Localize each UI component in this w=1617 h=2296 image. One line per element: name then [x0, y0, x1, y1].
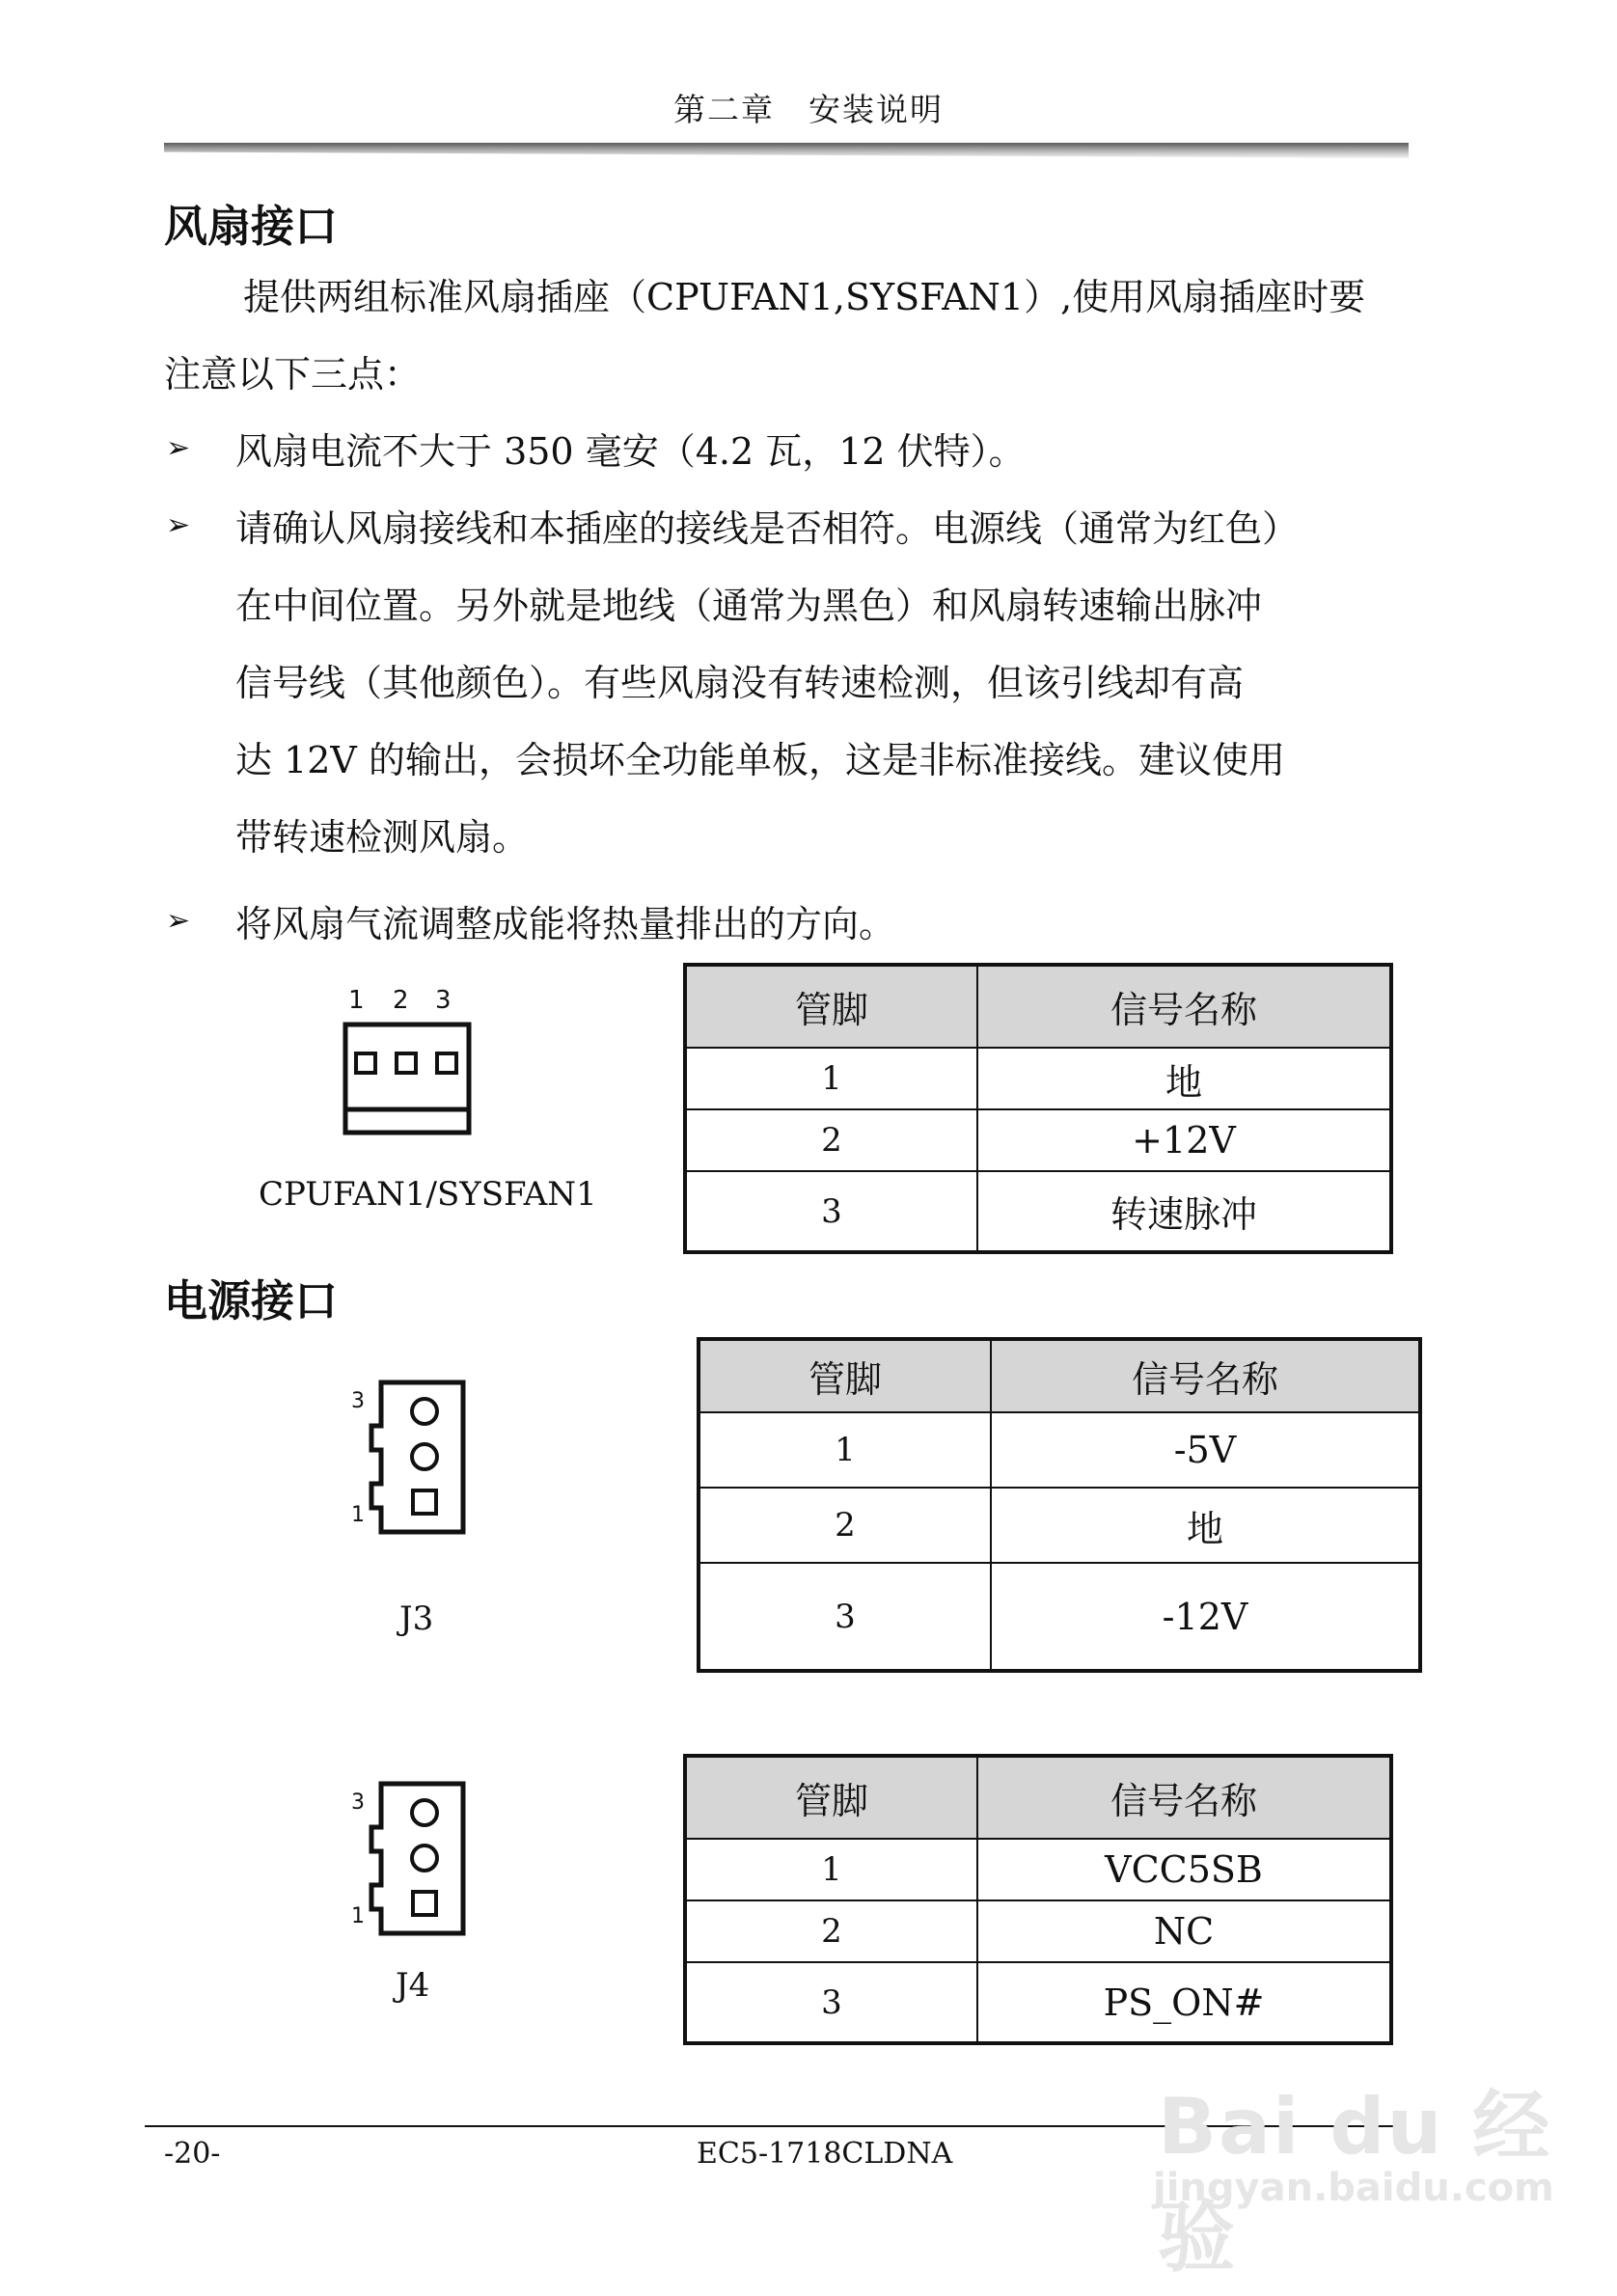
signal-name: +12V	[977, 1109, 1391, 1171]
baidu-watermark-url: jingyan.baidu.com	[1153, 2166, 1554, 2210]
table-row	[685, 1900, 1391, 1962]
bullet-arrow-icon: ➢	[166, 431, 191, 465]
bullet-fan-current: 风扇电流不大于 350 毫安（4.2 瓦，12 伏特）。	[235, 430, 1026, 473]
table-row	[685, 1962, 1391, 2043]
table-row	[699, 1488, 1420, 1563]
power-section-heading: 电源接口	[164, 1275, 339, 1326]
pin-number: 2	[699, 1488, 991, 1563]
pin-label: 2	[393, 986, 409, 1015]
pin-label: 1	[351, 1503, 365, 1527]
pin-number: 1	[685, 1048, 977, 1109]
bullet-wiring-line1: 请确认风扇接线和本插座的接线是否相符。电源线（通常为红色）	[235, 507, 1300, 550]
col-header-signal: 信号名称	[977, 1756, 1391, 1839]
baidu-watermark-logo: Bai du 经验	[1158, 2082, 1552, 2282]
signal-name: -5V	[991, 1412, 1420, 1488]
bullet-wiring-line3: 信号线（其他颜色）。有些风扇没有转速检测，但该引线却有高	[235, 662, 1245, 704]
col-header-pin: 管脚	[699, 1339, 991, 1412]
pin-label: 3	[435, 986, 452, 1015]
signal-name: PS_ON#	[977, 1962, 1391, 2043]
pin-number: 2	[685, 1900, 977, 1962]
signal-name: 转速脉冲	[977, 1171, 1391, 1252]
bullet-arrow-icon: ➢	[166, 508, 191, 542]
product-model: EC5-1718CLDNA	[697, 2137, 953, 2171]
fan-connector-caption: CPUFAN1/SYSFAN1	[259, 1175, 597, 1214]
col-header-signal: 信号名称	[977, 965, 1391, 1048]
fan-intro-line1: 提供两组标准风扇插座（CPUFAN1,SYSFAN1）,使用风扇插座时要	[243, 276, 1366, 318]
pin-label: 1	[348, 986, 365, 1015]
bullet-wiring-line4: 达 12V 的输出，会损坏全功能单板，这是非标准接线。建议使用	[235, 739, 1285, 781]
signal-name: -12V	[991, 1563, 1420, 1671]
pin-label: 3	[351, 1389, 365, 1413]
col-header-signal: 信号名称	[991, 1339, 1420, 1412]
pin-label: 1	[351, 1904, 365, 1928]
page-number: -20-	[164, 2137, 221, 2171]
table-row	[685, 1839, 1391, 1900]
fan-intro-line2: 注意以下三点：	[164, 353, 422, 396]
bullet-airflow: 将风扇气流调整成能将热量排出的方向。	[235, 903, 896, 945]
power-header-icon	[367, 1779, 482, 1943]
pin-label: 3	[351, 1790, 365, 1815]
bullet-arrow-icon: ➢	[166, 904, 191, 938]
table-row	[685, 1109, 1391, 1171]
table-row	[685, 1048, 1391, 1109]
fan-pin-table	[683, 963, 1393, 1254]
j3-connector-diagram	[340, 1368, 494, 1551]
table-row	[699, 1412, 1420, 1488]
col-header-pin: 管脚	[685, 1756, 977, 1839]
fan-section-heading: 风扇接口	[164, 201, 339, 252]
pin-number: 1	[685, 1839, 977, 1900]
fan-header-icon	[343, 1021, 478, 1146]
j3-caption: J3	[399, 1599, 434, 1638]
signal-name: 地	[977, 1048, 1391, 1109]
j4-caption: J4	[396, 1966, 430, 2005]
pin-number: 2	[685, 1109, 977, 1171]
pin-number: 3	[699, 1563, 991, 1671]
fan-connector-diagram	[343, 986, 478, 1150]
signal-name: VCC5SB	[977, 1839, 1391, 1900]
pin-number: 3	[685, 1962, 977, 2043]
bullet-wiring-line2: 在中间位置。另外就是地线（通常为黑色）和风扇转速输出脉冲	[235, 585, 1263, 627]
power-header-icon	[367, 1378, 482, 1542]
bullet-wiring-line5: 带转速检测风扇。	[235, 816, 530, 859]
table-row	[699, 1563, 1420, 1671]
table-row	[685, 1171, 1391, 1252]
chapter-title: 第二章 安装说明	[673, 91, 944, 128]
col-header-pin: 管脚	[685, 965, 977, 1048]
j4-connector-diagram	[340, 1773, 494, 1956]
pin-number: 1	[699, 1412, 991, 1488]
pin-number: 3	[685, 1171, 977, 1252]
j4-pin-table	[683, 1754, 1393, 2045]
signal-name: 地	[991, 1488, 1420, 1563]
j3-pin-table	[697, 1337, 1422, 1673]
signal-name: NC	[977, 1900, 1391, 1962]
header-divider	[164, 143, 1409, 158]
